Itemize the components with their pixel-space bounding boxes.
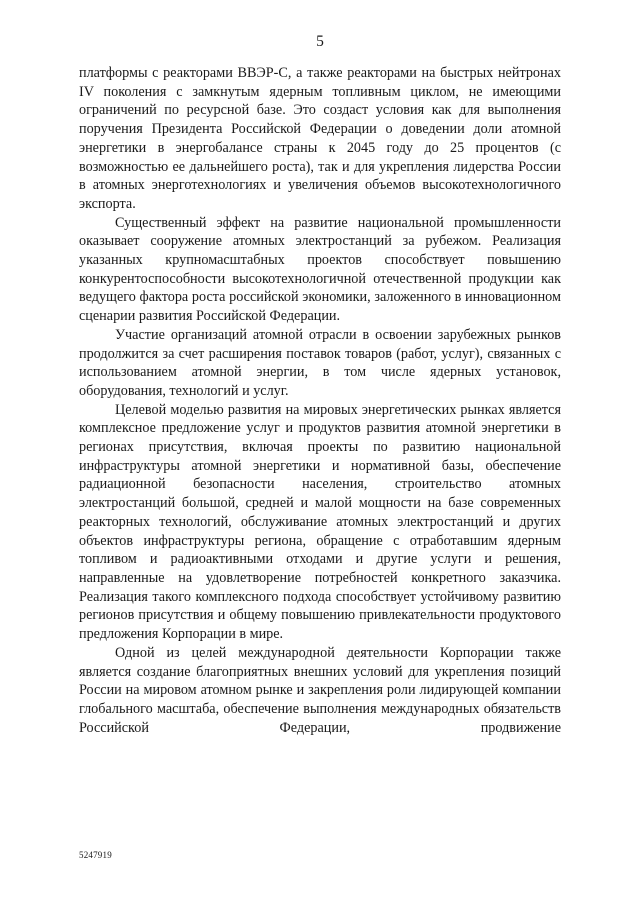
paragraph-international-goals: Одной из целей международной деятельности Корпорации также является создание благоприятных внешних условий для укрепления позиций России на мировом атомном рынке и закрепления роли лидирующей компании глобального масштаба, обеспечение выполнения международных обязательств Российской Федерации, продвижение xyxy=(79,644,561,736)
paragraph-industry-effect: Существенный эффект на развитие национальной промышленности оказывает сооружение атомных электростанций за рубежом. Реализация указанных крупномасштабных проектов способствует повышению конкурентоспособности высокотехнологичной отечественной продукции как ведущего фактора роста российской экономики, заложенного в инновационном сценарии развития Российской Федерации. xyxy=(79,214,561,325)
document-code: 5247919 xyxy=(79,850,112,860)
paragraph-continuation: платформы с реакторами ВВЭР-С, а также реакторами на быстрых нейтронах IV поколения с замкнутым ядерным топливным циклом, не имеющими ограничений по ресурсной базе. Это создаст условия как для выполнения поручения Президента Российской Федерации о доведении доли атомной энергетики в энергобалансе страны к 2045 году до 25 процентов (с возможностью ее дальнейшего роста), так и для укрепления лидерства России в атомных энерготехнологиях и увеличения объемов высокотехнологичного экспорта. xyxy=(79,65,561,212)
paragraph-foreign-markets: Участие организаций атомной отрасли в освоении зарубежных рынков продолжится за счет расширения поставок товаров (работ, услуг), связанных с использованием атомной энергии, в том числе ядерных установок, оборудования, технологий и услуг. xyxy=(79,326,561,399)
document-body xyxy=(79,64,561,737)
paragraph-target-model: Целевой моделью развития на мировых энергетических рынках является комплексное предложение услуг и продуктов развития атомной энергетики в регионах присутствия, включая проекты по развитию национальной инфраструктуры атомной энергетики и нормативной базы, обеспечение радиационной безопасности населения, строительство атомных электростанций большой, средней и малой мощности на базе современных реакторных технологий, обслуживание атомных электростанций и других объектов инфраструктуры региона, обращение с отработавшим ядерным топливом и радиоактивными отходами и другие услуги и решения, направленные на удовлетворение потребностей конкретного заказчика. Реализация такого комплексного подхода способствует устойчивому развитию регионов присутствия и общему повышению привлекательности продуктового предложения Корпорации в мире. xyxy=(79,401,561,643)
page-number: 5 xyxy=(316,33,324,50)
